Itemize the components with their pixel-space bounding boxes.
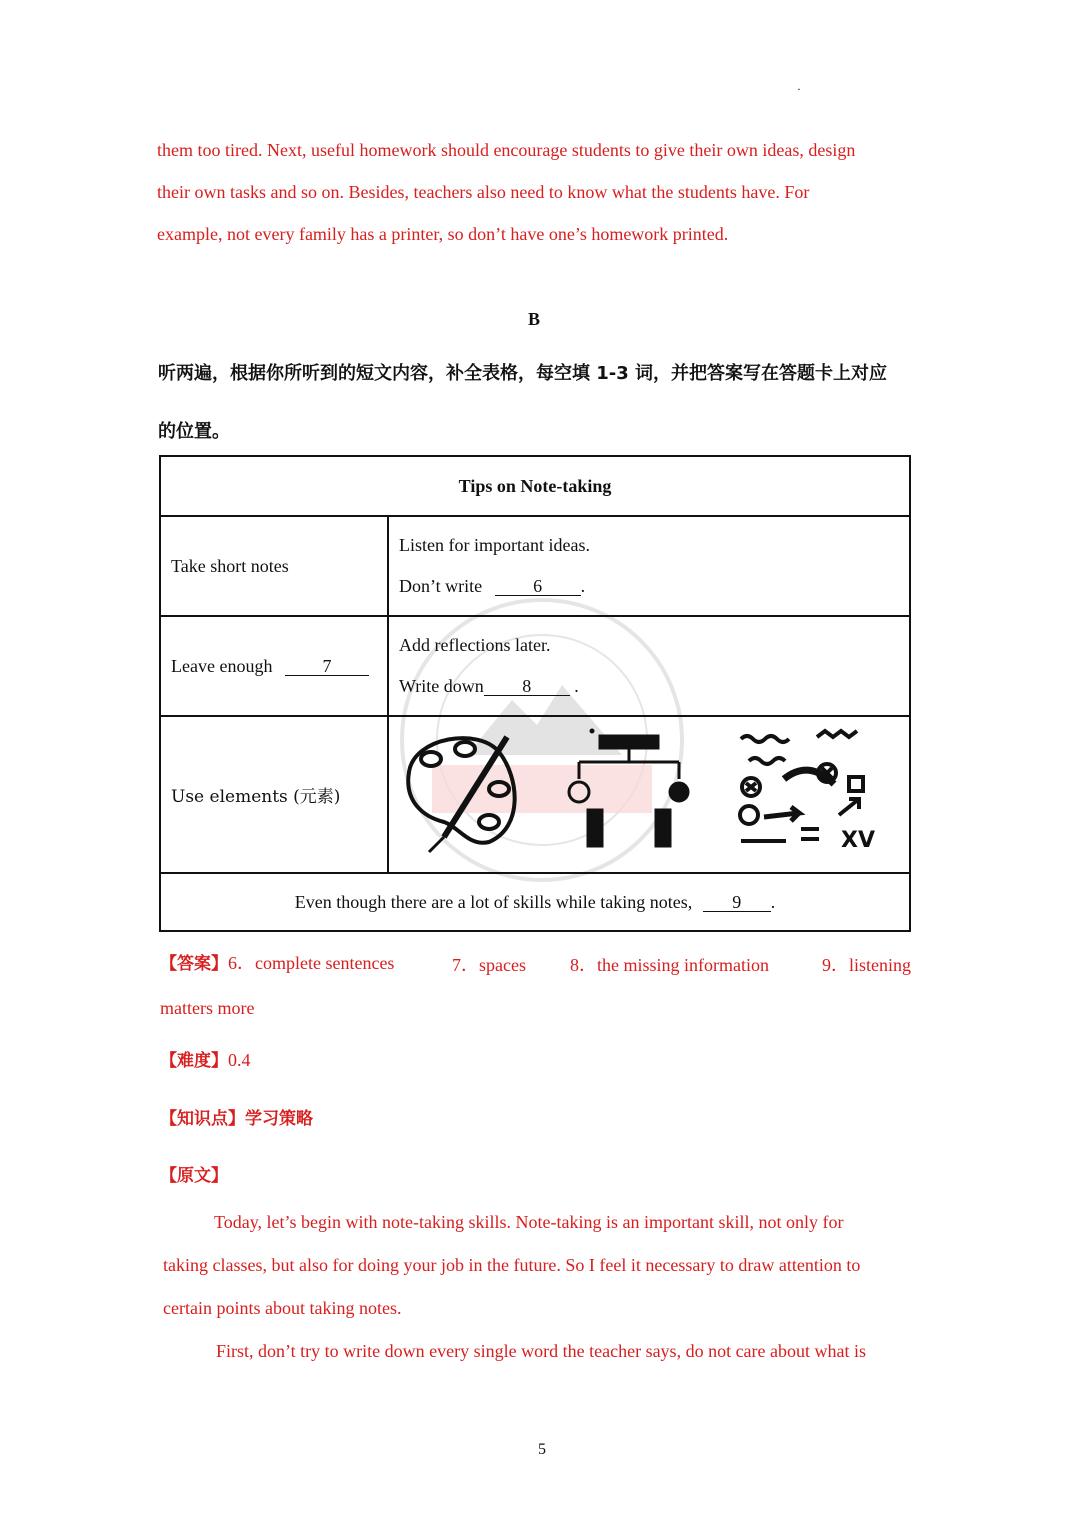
intro-line-2: their own tasks and so on. Besides, teachers also need to know what the students have. For bbox=[157, 182, 810, 202]
blank-9[interactable]: 9 bbox=[703, 893, 771, 912]
answer-item-6: 6．complete sentences bbox=[228, 953, 395, 973]
answer-item-7: 7．spaces bbox=[452, 955, 526, 975]
instruction-line-2: 的位置。 bbox=[158, 421, 230, 442]
row1-right-line2 bbox=[399, 576, 899, 597]
blank-8[interactable]: 8 bbox=[484, 677, 570, 696]
row1-suffix: . bbox=[580, 576, 586, 596]
footer-prefix: Even though there are a lot of skills while taking notes, bbox=[294, 891, 693, 912]
row2-right-line2 bbox=[399, 676, 899, 697]
footer-suffix: . bbox=[770, 891, 776, 912]
answer-item-9: 9．listening bbox=[822, 955, 911, 975]
tree-diagram-icon bbox=[569, 729, 689, 847]
symbols-icon bbox=[740, 731, 875, 853]
answer-continuation: matters more bbox=[160, 998, 255, 1018]
footer-cell bbox=[160, 873, 910, 931]
original-line-1: Today, let’s begin with note-taking skills. Note-taking is an important skill, not only for bbox=[214, 1212, 844, 1232]
row2-left-prefix: Leave enough bbox=[171, 655, 273, 676]
row1-prefix: Don’t write bbox=[399, 576, 483, 596]
row2-suffix: . bbox=[574, 676, 579, 696]
knowledge-label: 【知识点】 bbox=[160, 1109, 245, 1129]
table-title-cell bbox=[160, 456, 910, 516]
blank-6[interactable]: 6 bbox=[495, 577, 581, 596]
row3-right-cell bbox=[388, 716, 910, 873]
answer-line bbox=[160, 949, 394, 975]
row1-left-text: Take short notes bbox=[171, 555, 289, 576]
original-line-3: certain points about taking notes. bbox=[163, 1298, 402, 1318]
section-label: B bbox=[528, 309, 541, 329]
knowledge-value: 学习策略 bbox=[245, 1109, 313, 1129]
row2-right-line1: Add reflections later. bbox=[399, 635, 551, 655]
row2-prefix: Write down bbox=[399, 676, 484, 696]
original-label: 【原文】 bbox=[160, 1166, 228, 1186]
row1-right-line1: Listen for important ideas. bbox=[399, 535, 590, 555]
table-row bbox=[160, 516, 910, 616]
table-row bbox=[160, 716, 910, 873]
table-title: Tips on Note-taking bbox=[458, 475, 612, 496]
row2-right-cell bbox=[388, 616, 910, 716]
intro-line-1: them too tired. Next, useful homework should encourage students to give their own ideas, design bbox=[157, 140, 856, 160]
table-row bbox=[160, 873, 910, 931]
palette-icon bbox=[408, 737, 514, 852]
row1-right-cell bbox=[388, 516, 910, 616]
row1-left-cell bbox=[160, 516, 388, 616]
answer-item-8: 8．the missing information bbox=[570, 955, 769, 975]
instruction-line-1: 听两遍，根据你所听到的短文内容，补全表格，每空填 1-3 词，并把答案写在答题卡上对应 bbox=[158, 363, 888, 384]
blank-7[interactable]: 7 bbox=[285, 657, 369, 676]
difficulty-label: 【难度】 bbox=[160, 1051, 228, 1071]
table-row bbox=[160, 616, 910, 716]
svg-text:XV: XV bbox=[841, 828, 875, 853]
note-taking-elements-illustration bbox=[389, 717, 909, 867]
row3-left-cell bbox=[160, 716, 388, 873]
difficulty-value: 0.4 bbox=[228, 1050, 251, 1070]
stray-mark: · bbox=[797, 82, 801, 96]
original-line-4: First, don’t try to write down every single word the teacher says, do not care about what is bbox=[216, 1341, 867, 1361]
tips-table bbox=[159, 455, 911, 932]
row3-left-text: Use elements (元素) bbox=[171, 787, 341, 807]
difficulty-line bbox=[160, 1046, 251, 1071]
answer-label: 【答案】 bbox=[160, 954, 228, 974]
row2-left-cell bbox=[160, 616, 388, 716]
knowledge-line bbox=[160, 1104, 313, 1129]
original-line-2: taking classes, but also for doing your job in the future. So I feel it necessary to draw attention to bbox=[163, 1255, 861, 1275]
intro-line-3: example, not every family has a printer, so don’t have one’s homework printed. bbox=[157, 224, 729, 244]
page-number: 5 bbox=[538, 1441, 546, 1458]
